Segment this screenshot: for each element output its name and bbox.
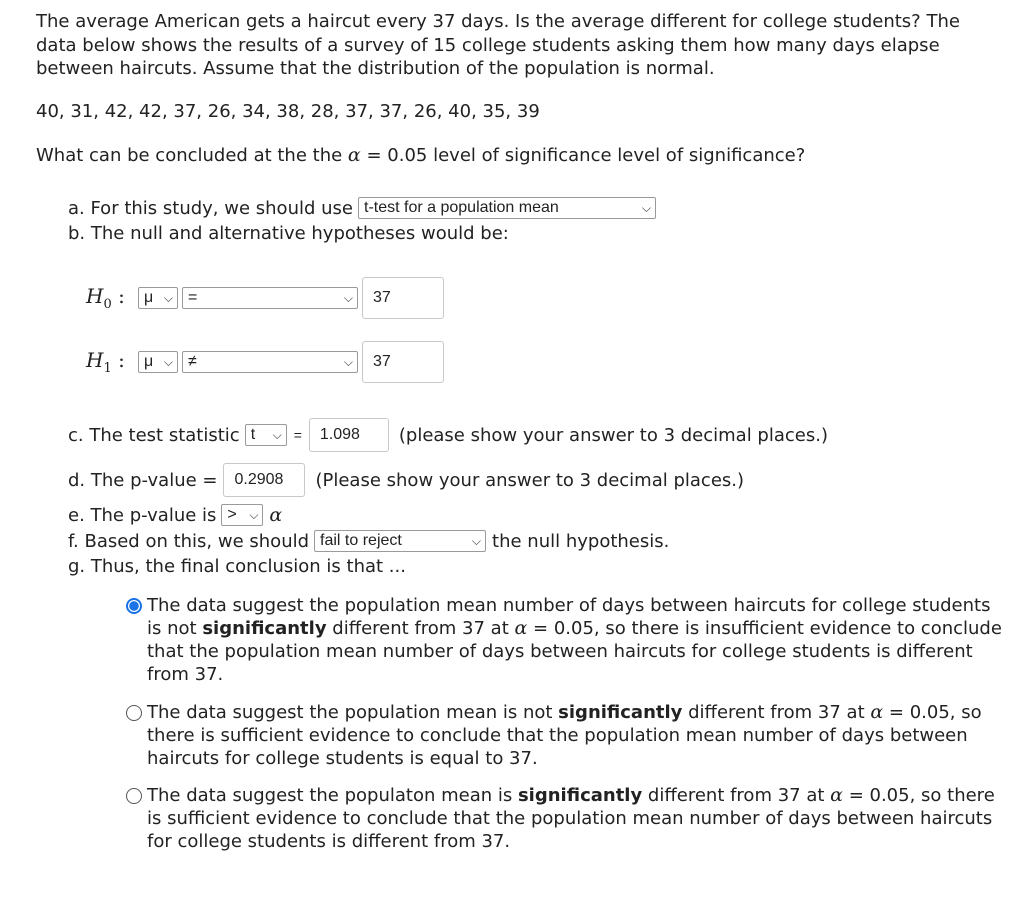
- problem-intro: The average American gets a haircut every 37 days. Is the average different for college students? The data below shows the results of a survey of 15 college students asking them how many days elapse between haircuts. Assume that the distribution of the population is normal.: [36, 11, 960, 79]
- h0-row: [86, 277, 444, 319]
- radio-selected-icon[interactable]: [126, 598, 142, 614]
- h1-relation-value: ≠: [188, 353, 197, 370]
- h0-parameter-select[interactable]: [138, 287, 178, 309]
- chevron-down-icon: ⌵: [343, 291, 353, 305]
- p-value-input[interactable]: 0.2908: [223, 463, 305, 497]
- radio-unselected-icon[interactable]: [126, 705, 142, 721]
- question-before: What can be concluded at the the: [36, 145, 343, 166]
- part-c-row: [68, 418, 828, 452]
- chevron-down-icon: ⌵: [641, 201, 651, 215]
- equals-sign: =: [293, 427, 302, 443]
- h0-parameter-value: μ: [144, 289, 154, 306]
- part-e-label: e. The p-value is: [68, 504, 217, 526]
- part-f-after: the null hypothesis.: [492, 530, 670, 552]
- test-type-value: t-test for a population mean: [364, 199, 559, 216]
- h1-parameter-value: μ: [144, 353, 154, 370]
- comparison-value: >: [227, 506, 237, 523]
- test-statistic-input[interactable]: 1.098: [309, 418, 389, 452]
- option-2-text: The data suggest the population mean is not significantly different from 37 at α = 0.05, so there is sufficient evidence to conclude that the population mean number of days between haircuts for college students is equal to 37.: [147, 701, 982, 769]
- h1-value-input[interactable]: 37: [362, 341, 444, 383]
- part-a-label: a. For this study, we should use: [68, 197, 353, 219]
- h1-row: [86, 341, 444, 383]
- chevron-down-icon: ⌵: [163, 355, 173, 369]
- option-3-text: The data suggest the populaton mean is significantly different from 37 at α = 0.05, so there is sufficient evidence to conclude that the population mean number of days between haircuts for college students is different from 37.: [147, 784, 995, 852]
- part-f-row: [68, 530, 669, 552]
- test-statistic-select[interactable]: [245, 424, 287, 446]
- h1-label: $H_1$ :: [86, 348, 125, 376]
- chevron-down-icon: ⌵: [163, 291, 173, 305]
- h0-relation-value: =: [188, 289, 198, 306]
- h0-value-input[interactable]: 37: [362, 277, 444, 319]
- part-e-row: [68, 504, 282, 526]
- chevron-down-icon: ⌵: [272, 428, 282, 442]
- part-f-label: f. Based on this, we should: [68, 530, 310, 552]
- h1-relation-select[interactable]: [182, 351, 358, 373]
- part-a-row: [68, 197, 656, 219]
- p-value-comparison-select[interactable]: [221, 504, 263, 526]
- question-text: [36, 144, 805, 166]
- part-b-row: [68, 223, 509, 244]
- part-g-row: [68, 556, 406, 577]
- part-d-row: [68, 463, 744, 497]
- chevron-down-icon: ⌵: [343, 355, 353, 369]
- h0-relation-select[interactable]: [182, 287, 358, 309]
- chevron-down-icon: ⌵: [249, 508, 259, 522]
- conclusion-option-1[interactable]: [126, 594, 1006, 686]
- part-g-label: g. Thus, the final conclusion is that ...: [68, 556, 406, 577]
- decision-select[interactable]: [314, 530, 486, 552]
- part-d-note: (Please show your answer to 3 decimal places.): [315, 469, 745, 491]
- option-1-text: The data suggest the population mean number of days between haircuts for college students is not significantly different from 37 at α = 0.05, so there is insufficient evidence to conclude that the population mean number of days between haircuts for college students is different from 37.: [147, 595, 1002, 685]
- conclusion-option-3[interactable]: [126, 784, 1006, 853]
- part-c-label: c. The test statistic: [68, 424, 240, 446]
- part-d-label: d. The p-value =: [68, 469, 218, 491]
- test-statistic-value: t: [250, 426, 256, 443]
- h0-label: $H_0$ :: [86, 284, 125, 312]
- test-type-select[interactable]: [358, 197, 656, 219]
- radio-unselected-icon[interactable]: [126, 788, 142, 804]
- data-values: 40, 31, 42, 42, 37, 26, 34, 38, 28, 37, 37, 26, 40, 35, 39: [36, 101, 540, 122]
- alpha-symbol: α: [269, 504, 283, 526]
- part-c-note: (please show your answer to 3 decimal places.): [398, 424, 828, 446]
- decision-value: fail to reject: [320, 532, 402, 549]
- question-after: = 0.05 level of significance level of significance?: [366, 145, 806, 166]
- chevron-down-icon: ⌵: [471, 534, 482, 548]
- part-b-label: b. The null and alternative hypotheses would be:: [68, 223, 509, 244]
- alpha-symbol: α: [347, 144, 361, 166]
- h1-parameter-select[interactable]: [138, 351, 178, 373]
- conclusion-option-2[interactable]: [126, 701, 1006, 770]
